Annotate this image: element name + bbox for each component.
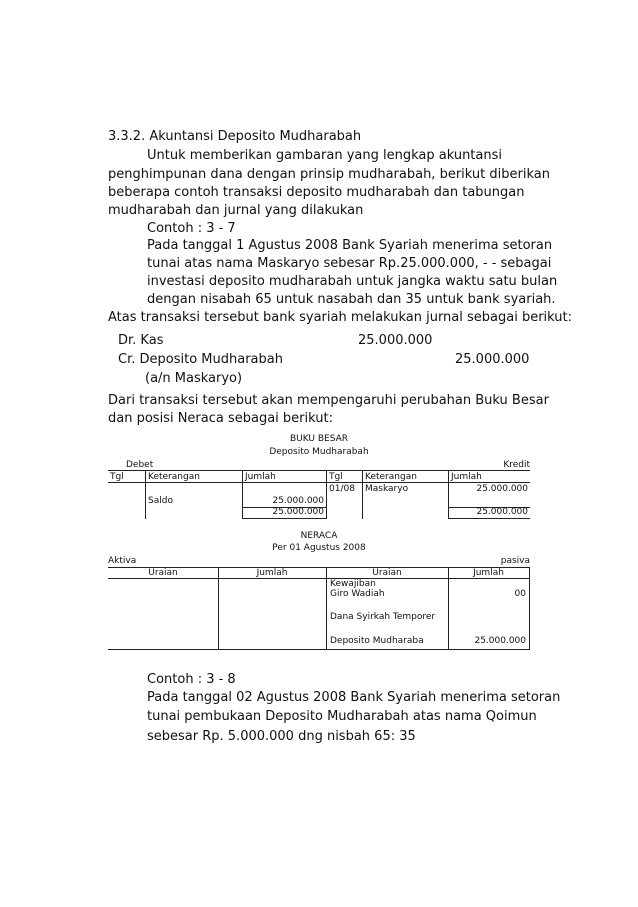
ledger-header-tgl: Tgl <box>329 472 343 482</box>
ledger-credit-total: 25.000.000 <box>476 507 528 517</box>
neraca-item-jumlah: 00 <box>514 589 526 599</box>
section-heading: 3.3.2. Akuntansi Deposito Mudharabah <box>108 129 362 144</box>
ledger-debit-jumlah: 25.000.000 <box>272 496 324 506</box>
ledger-debit-keterangan: Saldo <box>148 496 173 506</box>
intro-line: beberapa contoh transaksi deposito mudharabah dan tabungan <box>108 185 525 200</box>
neraca-title: NERACA <box>300 531 338 541</box>
neraca-subtitle: Per 01 Agustus 2008 <box>272 543 366 553</box>
ledger-intro-line: Dari transaksi tersebut akan mempengaruhi perubahan Buku Besar <box>108 393 549 408</box>
neraca-item-uraian: Kewajiban <box>330 579 376 589</box>
ledger-debet-label: Debet <box>126 460 154 470</box>
ledger-header-keterangan: Keterangan <box>148 472 200 482</box>
neraca-header-jumlah: Jumlah <box>473 568 504 578</box>
neraca-item-jumlah: 25.000.000 <box>474 636 526 646</box>
intro-line: Untuk memberikan gambaran yang lengkap akuntansi <box>147 148 502 163</box>
neraca-item-uraian: Deposito Mudharaba <box>330 636 424 646</box>
journal-credit-amount: 25.000.000 <box>455 352 530 367</box>
ledger-subtitle: Deposito Mudharabah <box>269 447 369 457</box>
example-label: Contoh : 3 - 7 <box>147 221 236 236</box>
ledger-header-jumlah: Jumlah <box>451 472 482 482</box>
ledger-credit-jumlah: 25.000.000 <box>476 484 528 494</box>
ledger-title: BUKU BESAR <box>289 434 349 444</box>
ledger-header-jumlah: Jumlah <box>245 472 276 482</box>
journal-credit-account: Cr. Deposito Mudharabah <box>118 352 283 367</box>
example-line: Pada tanggal 1 Agustus 2008 Bank Syariah menerima setoran <box>147 238 553 253</box>
ledger-debit-total: 25.000.000 <box>272 507 324 517</box>
ledger-credit-keterangan: Maskaryo <box>365 484 409 494</box>
ledger-kredit-label: Kredit <box>503 460 530 470</box>
intro-line: penghimpunan dana dengan prinsip mudharabah, berikut diberikan <box>108 167 550 182</box>
example-line: Pada tanggal 02 Agustus 2008 Bank Syariah menerima setoran <box>147 690 561 705</box>
ledger-credit-tgl: 01/08 <box>329 484 355 494</box>
ledger-header-keterangan: Keterangan <box>365 472 417 482</box>
intro-line: mudharabah dan jurnal yang dilakukan <box>108 203 364 218</box>
journal-credit-note: (a/n Maskaryo) <box>145 371 243 386</box>
neraca-header-uraian: Uraian <box>148 568 178 578</box>
neraca-header-uraian: Uraian <box>372 568 402 578</box>
example-label: Contoh : 3 - 8 <box>147 672 236 687</box>
neraca-item-uraian: Dana Syirkah Temporer <box>330 612 436 622</box>
neraca-header-jumlah: Jumlah <box>256 568 288 578</box>
neraca-item-uraian: Giro Wadiah <box>330 589 385 599</box>
example-line: tunai pembukaan Deposito Mudharabah atas nama Qoimun <box>147 709 537 724</box>
journal-debit-account: Dr. Kas <box>118 333 164 348</box>
example-line: dengan nisabah 65 untuk nasabah dan 35 untuk bank syariah. <box>147 292 556 307</box>
ledger-header-tgl: Tgl <box>110 472 124 482</box>
neraca-pasiva-label: pasiva <box>500 556 530 566</box>
example-line: tunai atas nama Maskaryo sebesar Rp.25.000.000, - - sebagai <box>147 256 552 271</box>
ledger-intro-line: dan posisi Neraca sebagai berikut: <box>108 411 333 426</box>
example-line: sebesar Rp. 5.000.000 dng nisbah 65: 35 <box>147 729 416 744</box>
journal-debit-amount: 25.000.000 <box>358 333 433 348</box>
journal-intro: Atas transaksi tersebut bank syariah melakukan jurnal sebagai berikut: <box>108 310 573 325</box>
example-line: investasi deposito mudharabah untuk jangka waktu satu bulan <box>147 274 558 289</box>
neraca-aktiva-label: Aktiva <box>108 556 137 566</box>
